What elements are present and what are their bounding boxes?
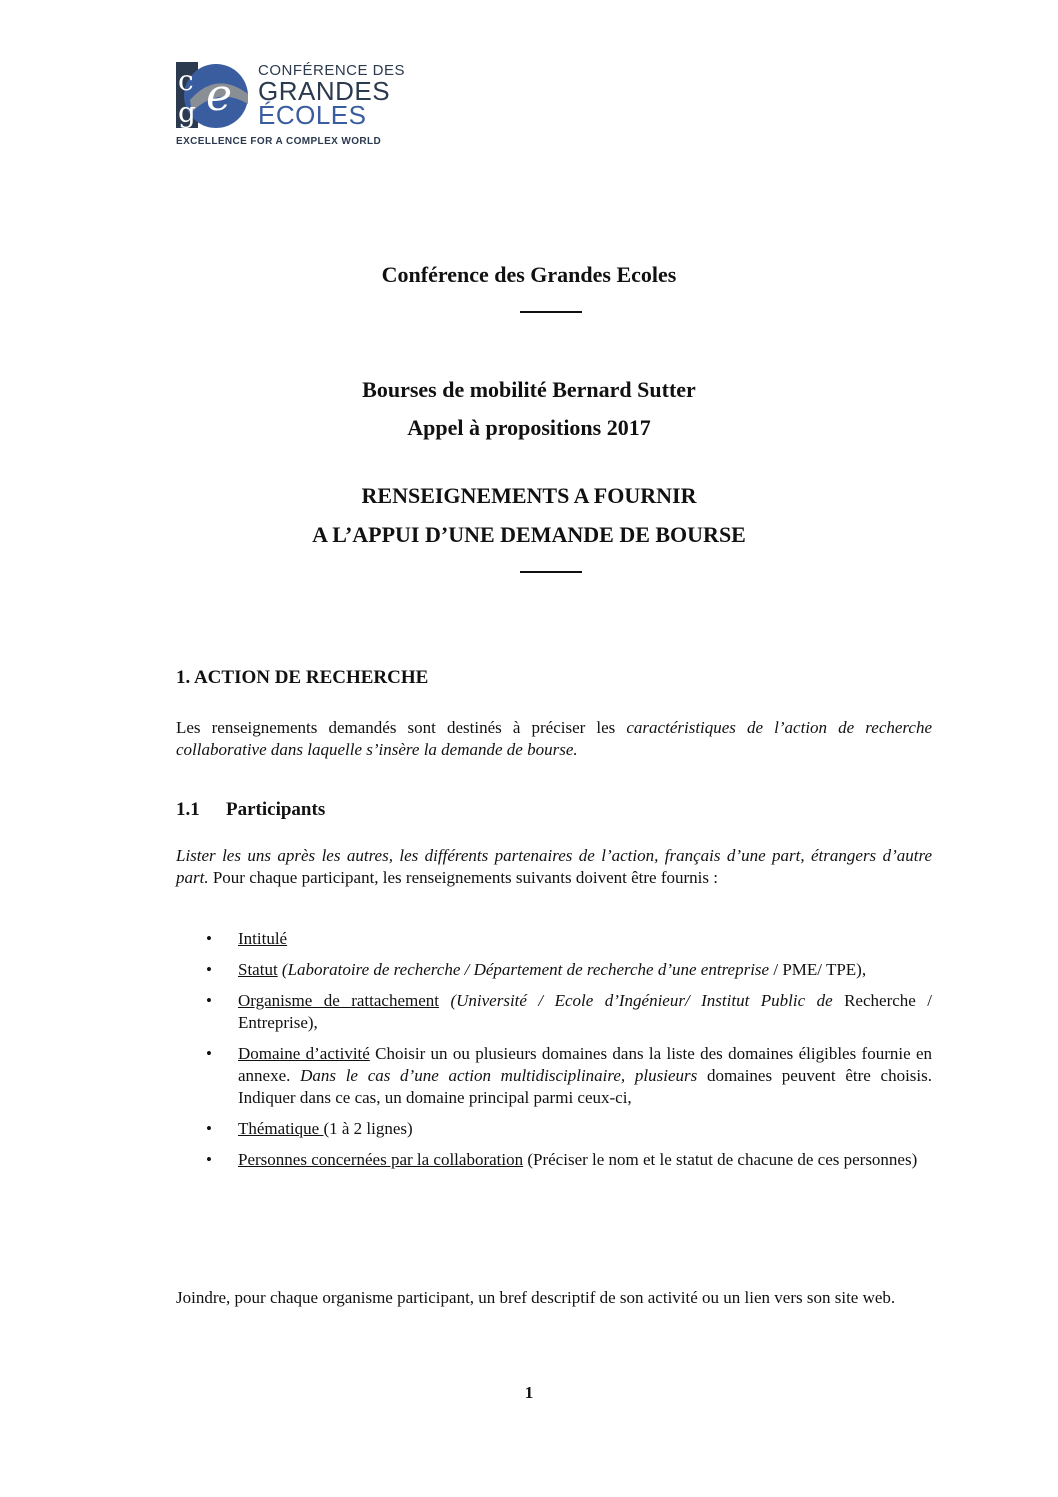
divider-rule bbox=[520, 571, 582, 573]
bullet: • bbox=[206, 960, 212, 979]
subsection-intro bbox=[176, 845, 932, 889]
bullet: • bbox=[206, 929, 212, 948]
subsection-heading bbox=[176, 799, 325, 821]
item-label: Thématique bbox=[238, 1119, 324, 1138]
subsection-title: Participants bbox=[226, 799, 326, 820]
section-intro bbox=[176, 717, 932, 761]
list-item bbox=[176, 990, 932, 1034]
item-label: Statut bbox=[238, 960, 278, 979]
info-title-line-2: A L’APPUI D’UNE DEMANDE DE BOURSE bbox=[312, 522, 746, 547]
bullet: • bbox=[206, 991, 212, 1010]
org-title: Conférence des Grandes Ecoles bbox=[381, 262, 677, 287]
page-number: 1 bbox=[524, 1383, 534, 1402]
bullet: • bbox=[206, 1150, 212, 1169]
item-label: Organisme de rattachement bbox=[238, 991, 440, 1010]
closing-paragraph: Joindre, pour chaque organisme participant, un bref descriptif de son activité ou un lien vers son site web. bbox=[176, 1288, 896, 1307]
list-item bbox=[176, 1118, 932, 1140]
svg-text:g: g bbox=[178, 96, 196, 129]
item-plain: / PME/ TPE), bbox=[769, 960, 867, 979]
item-label: Domaine d’activité bbox=[238, 1044, 370, 1063]
item-plain: domaines peuvent être choisis. Indiquer dans ce cas, un domaine principal parmi ceux-ci, bbox=[238, 1066, 932, 1107]
item-italic: Dans le cas d’une action multidisciplinaire, plusieurs bbox=[300, 1066, 698, 1085]
cge-logo bbox=[176, 60, 406, 152]
section-heading: 1. ACTION DE RECHERCHE bbox=[176, 667, 429, 688]
bullet: • bbox=[206, 1044, 212, 1063]
item-italic: (Laboratoire de recherche / Département de recherche d’une entreprise bbox=[277, 960, 770, 979]
cge-logo-mark bbox=[176, 60, 256, 132]
intro-italic: caractéristiques de l’action de recherche collaborative dans laquelle s’insère la demande de bourse. bbox=[176, 718, 932, 759]
item-label: Intitulé bbox=[238, 929, 288, 948]
list-item bbox=[176, 959, 932, 981]
program-title: Bourses de mobilité Bernard Sutter bbox=[362, 377, 696, 402]
subsection-intro-italic: Lister les uns après les autres, les différents partenaires de l’action, français d’une part, étrangers d’autre part. bbox=[176, 846, 932, 887]
logo-tagline: EXCELLENCE FOR A COMPLEX WORLD bbox=[176, 136, 382, 147]
bullet: • bbox=[206, 1119, 212, 1138]
logo-line-2: GRANDES bbox=[258, 76, 391, 106]
item-plain: Recherche / Entreprise), bbox=[238, 991, 932, 1032]
list-item bbox=[176, 1149, 932, 1171]
logo-line-1: CONFÉRENCE DES bbox=[258, 62, 406, 79]
logo-line-3: ÉCOLES bbox=[258, 100, 367, 130]
divider-rule bbox=[520, 311, 582, 313]
list-item bbox=[176, 1043, 932, 1109]
item-plain: (Préciser le nom et le statut de chacune de ces personnes) bbox=[523, 1150, 918, 1169]
intro-plain: Les renseignements demandés sont destinés à préciser les bbox=[176, 718, 627, 737]
subsection-intro-plain: Pour chaque participant, les renseignements suivants doivent être fournis : bbox=[208, 868, 718, 887]
svg-text:e: e bbox=[206, 70, 233, 121]
participant-info-list bbox=[176, 928, 932, 1180]
call-title: Appel à propositions 2017 bbox=[407, 415, 651, 440]
item-plain: (1 à 2 lignes) bbox=[323, 1119, 413, 1138]
svg-text:c: c bbox=[178, 64, 194, 97]
list-item bbox=[176, 928, 932, 950]
item-label: Personnes concernées par la collaboration bbox=[238, 1150, 524, 1169]
info-title-line-1: RENSEIGNEMENTS A FOURNIR bbox=[361, 483, 697, 508]
item-italic: (Université / Ecole d’Ingénieur/ Institut Public de bbox=[439, 991, 833, 1010]
subsection-number: 1.1 bbox=[176, 799, 200, 820]
item-plain-a: Choisir un ou plusieurs domaines dans la liste des domaines éligibles fournie en annexe. bbox=[238, 1044, 932, 1085]
